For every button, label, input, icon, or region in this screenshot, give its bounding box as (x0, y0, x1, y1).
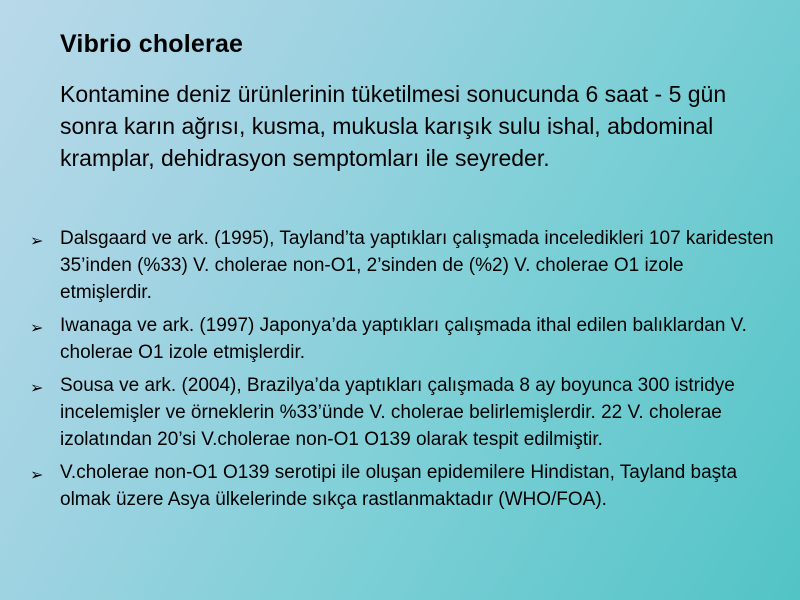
list-item (30, 459, 780, 513)
arrow-bullet-icon: ➢ (30, 467, 44, 484)
bullet-text: Iwanaga ve ark. (1997) Japonya’da yaptıkları çalışmada ithal edilen balıklardan V. cholerae O1 izole etmişlerdir. (60, 315, 747, 363)
slide-title: Vibrio cholerae (60, 30, 244, 58)
arrow-bullet-icon: ➢ (30, 320, 44, 337)
bullet-text: Sousa ve ark. (2004), Brazilya’da yaptıkları çalışmada 8 ay boyunca 300 istridye incelemişler ve örneklerin %33’ünde V. cholerae belirlemişlerdir. 22 V. cholerae izolatından 20’si V.cholerae non-O1 O139 olarak tespit edilmiştir. (60, 375, 735, 450)
bullet-text: V.cholerae non-O1 O139 serotipi ile oluşan epidemilere Hindistan, Tayland başta olmak üzere Asya ülkelerinde sıkça rastlanmaktadır (WHO/FOA). (60, 462, 738, 510)
arrow-bullet-icon: ➢ (30, 233, 44, 250)
list-item (30, 312, 780, 366)
list-item (30, 225, 780, 306)
bullet-text: Dalsgaard ve ark. (1995), Tayland’ta yaptıkları çalışmada inceledikleri 107 karidesten 35’inden (%33) V. cholerae non-O1, 2’sinden de (%2) V. cholerae O1 izole etmişlerdir. (60, 228, 774, 303)
intro-paragraph: Kontamine deniz ürünlerinin tüketilmesi sonucunda 6 saat - 5 gün sonra karın ağrısı, kusma, mukusla karışık sulu ishal, abdominal kramplar, dehidrasyon semptomları ile seyreder. (60, 81, 727, 171)
arrow-bullet-icon: ➢ (30, 380, 44, 397)
bullet-list (30, 225, 780, 519)
list-item (30, 372, 780, 453)
